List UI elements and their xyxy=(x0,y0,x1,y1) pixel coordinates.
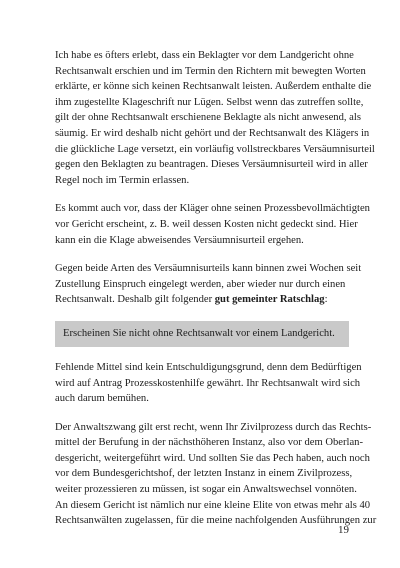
paragraph-default-judgment xyxy=(55,48,375,188)
text-line: auch darum bemühen. xyxy=(55,393,149,405)
text-line: Gegen beide Arten des Versäumnisurteils kann binnen zwei Wochen seit xyxy=(55,263,362,275)
text-line: gegen den Beklagten zu beantragen. Dieses Versäumnisurteil wird in aller xyxy=(55,159,368,171)
text-line: gilt der ohne Rechtsanwalt erschienene Beklagte als nicht anwesend, als xyxy=(55,112,361,124)
paragraph-legal-aid xyxy=(55,360,362,407)
text-line: Der Anwaltszwang gilt erst recht, wenn Ihr Zivilprozess durch das Rechts- xyxy=(55,421,372,433)
text-run: : xyxy=(324,294,328,306)
page-body xyxy=(55,48,377,542)
text-line: kann ein die Klage abweisendes Versäumnisurteil ergehen. xyxy=(55,234,304,246)
text-run: Rechtsanwalt. Deshalb gilt folgender xyxy=(55,294,215,306)
text-line: vor dem Bundesgerichtshof, der letzten Instanz in einem Zivilprozess, xyxy=(55,468,353,480)
text-line: Regel noch im Termin erlassen. xyxy=(55,174,190,186)
text-line: Es kommt auch vor, dass der Kläger ohne seinen Prozessbevollmächtigten xyxy=(55,203,370,215)
text-line: vor Gericht erscheint, z. B. weil dessen Kosten nicht gedeckt sind. Hier xyxy=(55,218,358,230)
text-line: desgericht, weitergeführt wird. Und sollten Sie das Pech haben, auch noch xyxy=(55,452,370,464)
text-line: Fehlende Mittel sind kein Entschuldigungsgrund, denn dem Bedürftigen xyxy=(55,361,362,373)
advice-callout-box: Erscheinen Sie nicht ohne Rechtsanwalt vor einem Landgericht. xyxy=(55,321,349,347)
text-line: Rechtsanwalt erschien und im Termin den Richtern mit bewegten Worten xyxy=(55,65,366,77)
text-line: wird auf Antrag Prozesskostenhilfe gewährt. Ihr Rechtsanwalt wird sich xyxy=(55,377,361,389)
bold-advice-text: gut gemeinter Ratschlag xyxy=(214,294,325,306)
text-line: Zustellung Einspruch eingelegt werden, aber wieder nur durch einen xyxy=(55,278,346,290)
paragraph-objection xyxy=(55,261,362,308)
text-line: ihm zugestellte Klageschrift nur Lügen. Selbst wenn das zutreffen sollte, xyxy=(55,96,364,108)
text-line: mittel der Berufung in der nächsthöheren Instanz, also vor dem Oberlan- xyxy=(55,437,363,449)
text-line: weiter prozessieren zu müssen, ist sogar ein Anwaltswechsel vonnöten. xyxy=(55,484,357,496)
page-number: 19 xyxy=(338,524,349,536)
paragraph-plaintiff-absent xyxy=(55,201,370,248)
text-line: erklärte, er könne sich keinen Rechtsanwalt leisten. Außerdem enthalte die xyxy=(55,81,372,93)
text-line: Rechtsanwälten zugelassen, für die meine nachfolgenden Ausführungen zur xyxy=(55,515,377,527)
paragraph-mandatory-counsel xyxy=(55,420,377,529)
text-line: säumig. Er wird deshalb nicht gehört und der Rechtsanwalt des Klägers in xyxy=(55,127,370,139)
text-line: die glückliche Lage versetzt, ein vorläufig vollstreckbares Versäumnisurteil xyxy=(55,143,375,155)
text-line: Ich habe es öfters erlebt, dass ein Beklagter vor dem Landgericht ohne xyxy=(55,50,354,61)
text-line: An diesem Gericht ist nämlich nur eine kleine Elite von etwas mehr als 40 xyxy=(55,499,371,511)
text-line xyxy=(55,292,349,308)
